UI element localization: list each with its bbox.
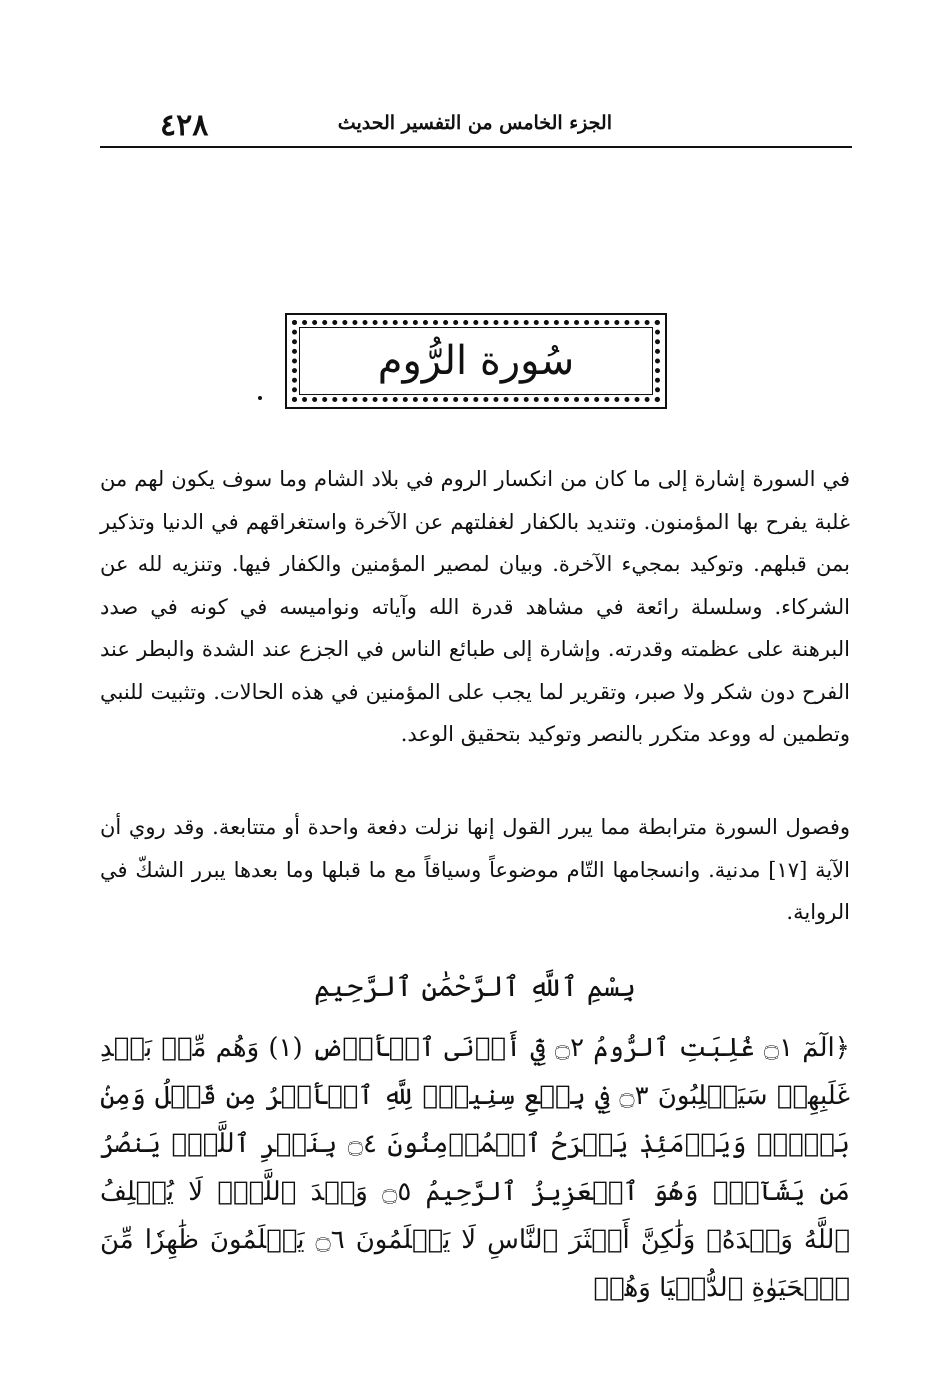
header-rule (100, 146, 852, 148)
basmala: بِسْمِ ٱللَّهِ ٱلرَّحْمَٰنِ ٱلرَّحِيمِ (313, 970, 636, 1003)
surah-title-box (299, 327, 653, 395)
intro-paragraph-1: في السورة إشارة إلى ما كان من انكسار الروم في بلاد الشام وما سوف يكون لهم من غلبة يفرح بها المؤمنون. وتنديد بالكفار لغفلتهم عن الآخرة واستغراقهم في الدنيا وتذكير بمن قبلهم. وتوكيد بمجيء الآخرة. وبيان لمصير المؤمنين والكفار فيها. وتنزيه لله عن الشركاء. وسلسلة رائعة في مشاهد قدرة الله وآياته ونواميسه في كونه في صدد البرهنة على عظمته وقدرته. وإشارة إلى طبائع الناس في الجزع عند الشدة والبطر عند الفرح دون شكر ولا صبر، وتقرير لما يجب على المؤمنين في هذه الحالات. وتثبيت للنبي وتطمين له ووعد متكرر بالنصر وتوكيد بتحقيق الوعد. (100, 467, 850, 746)
ink-dot (258, 396, 262, 400)
surah-title: سُورة الرُّوم (377, 338, 575, 384)
surah-title-frame (285, 313, 667, 409)
page-number: ٤٢٨ (160, 108, 209, 143)
page-header (100, 100, 852, 148)
running-title: الجزء الخامس من التفسير الحديث (337, 112, 612, 134)
quran-verses: ﴿الٓمٓ ۝١ غُلِبَتِ ٱلرُّومُ ۝٢ فِيٓ أَدۡنَى ٱلۡأَرۡضِ (١) وَهُم مِّنۢ بَعۡدِ غَلَبِهِمۡ سَيَغۡلِبُونَ ۝٣ فِي بِضۡعِ سِنِينَۗ لِلَّهِ ٱلۡأَمۡرُ مِن قَبۡلُ وَمِنۢ بَعۡدُۚ وَيَوۡمَئِذٖ يَفۡرَحُ ٱلۡمُؤۡمِنُونَ ۝٤ بِنَصۡرِ ٱللَّهِۚ يَنصُرُ مَن يَشَآءُۖ وَهُوَ ٱلۡعَزِيزُ ٱلرَّحِيمُ ۝٥ وَعۡدَ ٱللَّهِۖ لَا يُخۡلِفُ ٱللَّهُ وَعۡدَهُۥ وَلَٰكِنَّ أَكۡثَرَ ٱلنَّاسِ لَا يَعۡلَمُونَ ۝٦ يَعۡلَمُونَ ظَٰهِرٗا مِّنَ ٱلۡحَيَوٰةِ ٱلدُّنۡيَا وَهُمۡ (100, 1033, 850, 1303)
intro-paragraph-2: وفصول السورة مترابطة مما يبرر القول إنها نزلت دفعة واحدة أو متتابعة. وقد روي أن الآية [١٧] مدنية. وانسجامها التّام موضوعاً وسياقاً مع ما قبلها وما بعدها يبرر الشكّ في الرواية. (100, 815, 850, 924)
